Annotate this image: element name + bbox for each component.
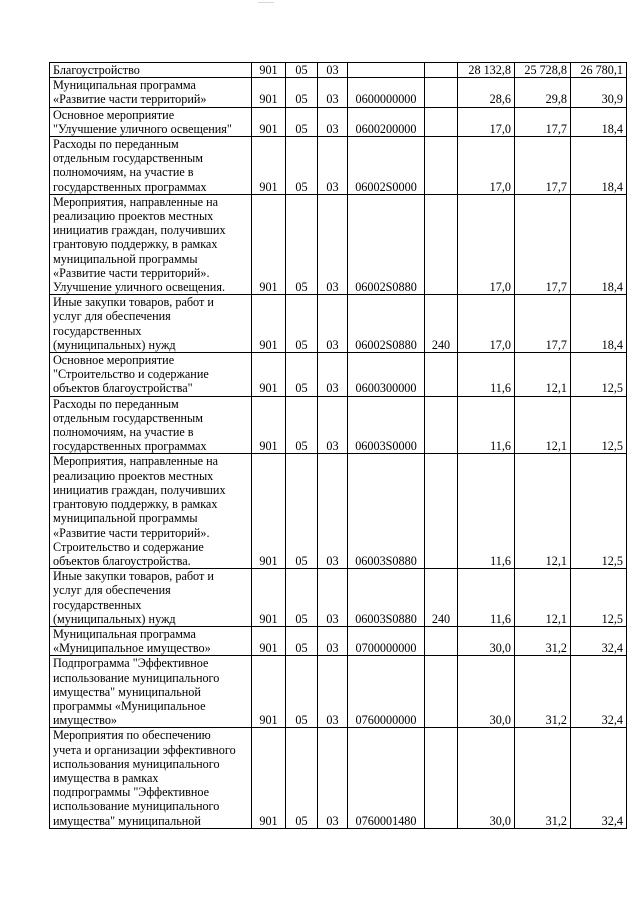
pr-cell: 03 <box>318 353 348 397</box>
value-year1-cell: 30,0 <box>458 656 515 728</box>
name-cell: Основное мероприятие "Строительство и содержание объектов благоустройства" <box>50 353 252 397</box>
pr-cell: 03 <box>318 295 348 353</box>
name-cell: Подпрограмма "Эффективное использование муниципального имущества" муниципальной программы «Муниципальное имущество» <box>50 656 252 728</box>
value-year3-cell: 12,5 <box>571 353 627 397</box>
ved-cell: 901 <box>252 396 286 454</box>
ved-cell: 901 <box>252 626 286 655</box>
pr-cell: 03 <box>318 194 348 294</box>
value-year1-cell: 17,0 <box>458 194 515 294</box>
table-body <box>50 63 627 829</box>
value-year2-cell: 17,7 <box>515 137 571 195</box>
ved-cell: 901 <box>252 63 286 78</box>
rz-cell: 05 <box>286 353 318 397</box>
value-year3-cell: 32,4 <box>571 626 627 655</box>
ved-cell: 901 <box>252 107 286 136</box>
rz-cell: 05 <box>286 137 318 195</box>
pr-cell: 03 <box>318 63 348 78</box>
table-row <box>50 353 627 397</box>
vr-cell <box>425 454 458 569</box>
value-year3-cell: 12,5 <box>571 569 627 627</box>
rz-cell: 05 <box>286 656 318 728</box>
name-cell: Расходы по переданным отдельным государственным полномочиям, на участие в государственных программах <box>50 137 252 195</box>
value-year3-cell: 12,5 <box>571 396 627 454</box>
csr-cell: 0700000000 <box>348 626 425 655</box>
pr-cell: 03 <box>318 656 348 728</box>
vr-cell <box>425 728 458 828</box>
rz-cell: 05 <box>286 396 318 454</box>
value-year2-cell: 12,1 <box>515 353 571 397</box>
csr-cell: 0760001480 <box>348 728 425 828</box>
value-year1-cell: 28 132,8 <box>458 63 515 78</box>
vr-cell <box>425 194 458 294</box>
ved-cell: 901 <box>252 353 286 397</box>
table-row <box>50 107 627 136</box>
value-year2-cell: 17,7 <box>515 295 571 353</box>
ved-cell: 901 <box>252 194 286 294</box>
vr-cell <box>425 63 458 78</box>
rz-cell: 05 <box>286 728 318 828</box>
value-year2-cell: 31,2 <box>515 656 571 728</box>
value-year1-cell: 11,6 <box>458 569 515 627</box>
rz-cell: 05 <box>286 194 318 294</box>
value-year3-cell: 12,5 <box>571 454 627 569</box>
rz-cell: 05 <box>286 107 318 136</box>
rz-cell: 05 <box>286 63 318 78</box>
value-year1-cell: 11,6 <box>458 396 515 454</box>
value-year2-cell: 31,2 <box>515 626 571 655</box>
value-year3-cell: 30,9 <box>571 78 627 107</box>
value-year2-cell: 17,7 <box>515 194 571 294</box>
rz-cell: 05 <box>286 569 318 627</box>
ved-cell: 901 <box>252 569 286 627</box>
name-cell: Муниципальная программа «Развитие части территорий» <box>50 78 252 107</box>
value-year1-cell: 17,0 <box>458 295 515 353</box>
name-cell: Расходы по переданным отдельным государственным полномочиям, на участие в государственных программах <box>50 396 252 454</box>
name-cell: Иные закупки товаров, работ и услуг для обеспечения государственных (муниципальных) нужд <box>50 569 252 627</box>
value-year1-cell: 28,6 <box>458 78 515 107</box>
vr-cell: 240 <box>425 295 458 353</box>
ved-cell: 901 <box>252 728 286 828</box>
csr-cell: 0600000000 <box>348 78 425 107</box>
name-cell: Мероприятия, направленные на реализацию проектов местных инициатив граждан, получивших грантовую поддержку, в рамках муниципальной программы «Развитие части территорий». Строительство и содержание объектов благоустройства. <box>50 454 252 569</box>
vr-cell <box>425 78 458 107</box>
csr-cell: 0600200000 <box>348 107 425 136</box>
ved-cell: 901 <box>252 295 286 353</box>
pr-cell: 03 <box>318 454 348 569</box>
value-year3-cell: 18,4 <box>571 295 627 353</box>
pr-cell: 03 <box>318 107 348 136</box>
table-row <box>50 78 627 107</box>
value-year3-cell: 26 780,1 <box>571 63 627 78</box>
csr-cell: 06003S0880 <box>348 454 425 569</box>
name-cell: Мероприятия, направленные на реализацию проектов местных инициатив граждан, получивших грантовую поддержку, в рамках муниципальной программы «Развитие части территорий». Улучшение уличного освещения. <box>50 194 252 294</box>
value-year2-cell: 12,1 <box>515 569 571 627</box>
csr-cell: 06003S0000 <box>348 396 425 454</box>
table-row <box>50 569 627 627</box>
value-year2-cell: 12,1 <box>515 454 571 569</box>
csr-cell: 06002S0880 <box>348 295 425 353</box>
value-year1-cell: 30,0 <box>458 728 515 828</box>
value-year3-cell: 32,4 <box>571 656 627 728</box>
value-year3-cell: 18,4 <box>571 107 627 136</box>
value-year3-cell: 18,4 <box>571 194 627 294</box>
pr-cell: 03 <box>318 569 348 627</box>
value-year1-cell: 11,6 <box>458 353 515 397</box>
csr-cell: 06002S0880 <box>348 194 425 294</box>
csr-cell: 0600300000 <box>348 353 425 397</box>
value-year1-cell: 17,0 <box>458 107 515 136</box>
vr-cell <box>425 626 458 655</box>
budget-table <box>49 62 627 829</box>
value-year3-cell: 32,4 <box>571 728 627 828</box>
pr-cell: 03 <box>318 728 348 828</box>
vr-cell <box>425 353 458 397</box>
rz-cell: 05 <box>286 295 318 353</box>
rz-cell: 05 <box>286 78 318 107</box>
table-row <box>50 295 627 353</box>
vr-cell <box>425 137 458 195</box>
value-year1-cell: 11,6 <box>458 454 515 569</box>
vr-cell <box>425 396 458 454</box>
scan-mark <box>258 2 274 6</box>
table-row <box>50 137 627 195</box>
table-row <box>50 626 627 655</box>
value-year1-cell: 30,0 <box>458 626 515 655</box>
pr-cell: 03 <box>318 78 348 107</box>
name-cell: Иные закупки товаров, работ и услуг для обеспечения государственных (муниципальных) нужд <box>50 295 252 353</box>
ved-cell: 901 <box>252 137 286 195</box>
name-cell: Основное мероприятие "Улучшение уличного освещения" <box>50 107 252 136</box>
table-row <box>50 656 627 728</box>
value-year2-cell: 29,8 <box>515 78 571 107</box>
name-cell: Мероприятия по обеспечению учета и организации эффективного использования муниципального имущества в рамках подпрограммы "Эффективное использование муниципального имущества" муниципальной <box>50 728 252 828</box>
csr-cell: 0760000000 <box>348 656 425 728</box>
name-cell: Муниципальная программа «Муниципальное имущество» <box>50 626 252 655</box>
value-year2-cell: 12,1 <box>515 396 571 454</box>
value-year1-cell: 17,0 <box>458 137 515 195</box>
ved-cell: 901 <box>252 78 286 107</box>
value-year2-cell: 25 728,8 <box>515 63 571 78</box>
vr-cell: 240 <box>425 569 458 627</box>
pr-cell: 03 <box>318 137 348 195</box>
value-year2-cell: 17,7 <box>515 107 571 136</box>
table-row <box>50 194 627 294</box>
value-year3-cell: 18,4 <box>571 137 627 195</box>
csr-cell: 06003S0880 <box>348 569 425 627</box>
pr-cell: 03 <box>318 626 348 655</box>
ved-cell: 901 <box>252 454 286 569</box>
csr-cell <box>348 63 425 78</box>
table-row <box>50 454 627 569</box>
vr-cell <box>425 107 458 136</box>
table-row <box>50 63 627 78</box>
rz-cell: 05 <box>286 454 318 569</box>
name-cell: Благоустройство <box>50 63 252 78</box>
value-year2-cell: 31,2 <box>515 728 571 828</box>
ved-cell: 901 <box>252 656 286 728</box>
table-row <box>50 728 627 828</box>
vr-cell <box>425 656 458 728</box>
csr-cell: 06002S0000 <box>348 137 425 195</box>
pr-cell: 03 <box>318 396 348 454</box>
table-row <box>50 396 627 454</box>
rz-cell: 05 <box>286 626 318 655</box>
